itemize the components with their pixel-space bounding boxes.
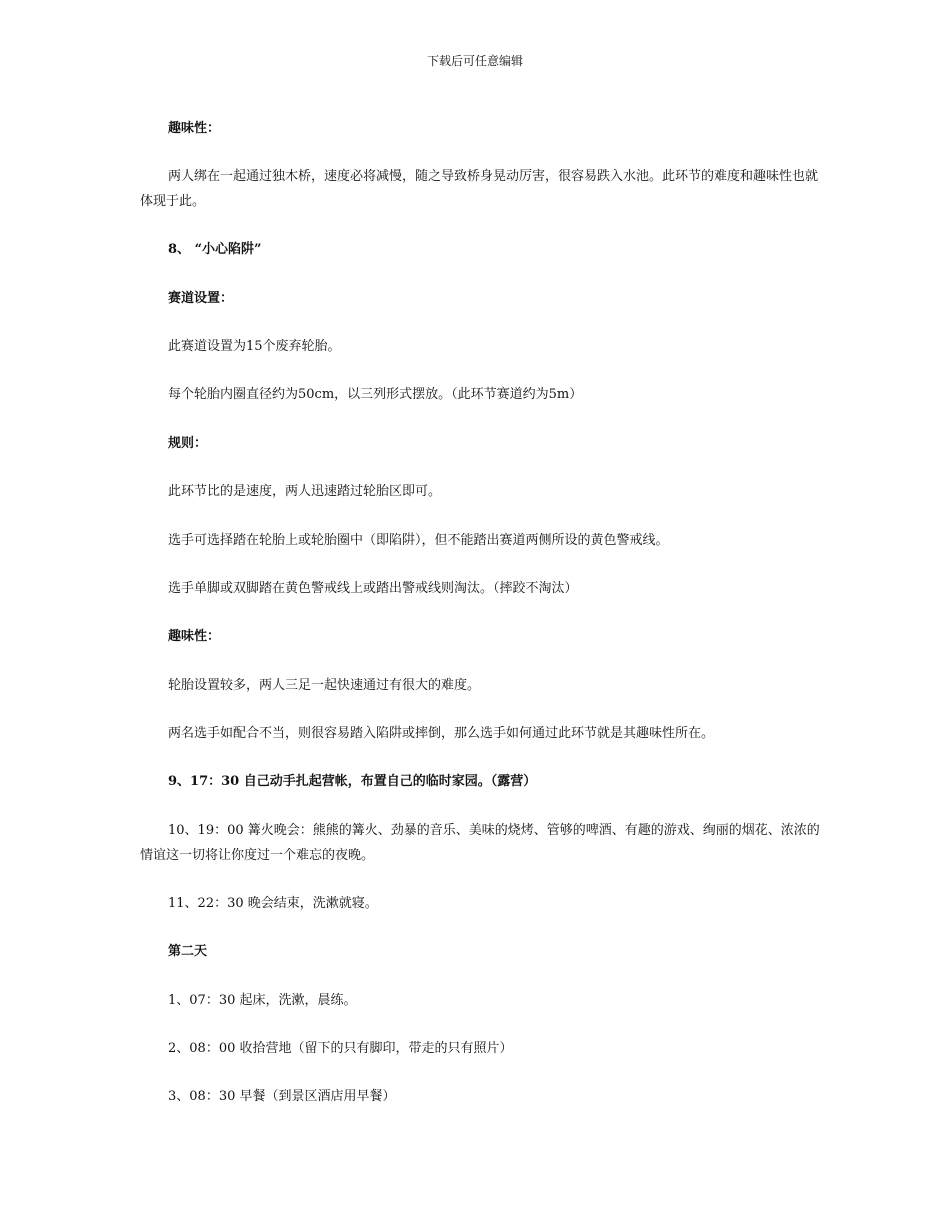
heading-fun-2: 趣味性： — [168, 629, 221, 644]
day2-item-1: 1、07：30 起床，洗漱，晨练。 — [168, 993, 357, 1008]
heading-fun: 趣味性： — [168, 121, 221, 136]
paragraph-rule-elimination: 选手单脚或双脚踏在黄色警戒线上或踏出警戒线则淘汰。（摔跤不淘汰） — [168, 581, 578, 596]
heading-rules: 规则： — [168, 436, 208, 451]
paragraph-fun-cooperation: 两名选手如配合不当，则很容易踏入陷阱或摔倒，那么选手如何通过此环节就是其趣味性所在。 — [168, 726, 715, 741]
paragraph-rule-speed: 此环节比的是速度，两人迅速踏过轮胎区即可。 — [168, 484, 442, 499]
heading-section-8: 8、 “小心陷阱” — [168, 242, 262, 257]
page-header: 下载后可任意编辑 — [426, 54, 523, 68]
paragraph-tire-layout: 每个轮胎内圈直径约为50cm，以三列形式摆放。（此环节赛道约为5m） — [168, 387, 583, 402]
heading-track-setup: 赛道设置： — [168, 291, 234, 306]
heading-day-two: 第二天 — [168, 944, 208, 959]
day2-item-2: 2、08：00 收拾营地（留下的只有脚印，带走的只有照片） — [168, 1041, 513, 1056]
paragraph-fun-difficulty: 轮胎设置较多，两人三足一起快速通过有很大的难度。 — [168, 678, 481, 693]
schedule-item-9: 9、17：30 自己动手扎起营帐，布置自己的临时家园。（露营） — [168, 774, 537, 789]
schedule-item-11: 11、22：30 晚会结束，洗漱就寝。 — [168, 896, 378, 911]
paragraph-rule-trap: 选手可选择踏在轮胎上或轮胎圈中（即陷阱），但不能踏出赛道两侧所设的黄色警戒线。 — [168, 533, 669, 548]
paragraph-track-tires: 此赛道设置为15个废弃轮胎。 — [168, 339, 341, 354]
day2-item-3: 3、08：30 早餐（到景区酒店用早餐） — [168, 1089, 396, 1104]
schedule-item-10: 10、19：00 篝火晚会：熊熊的篝火、劲暴的音乐、美味的烧烤、管够的啤酒、有趣的游戏、绚丽的烟花、浓浓的情谊这一切将让你度过一个难忘的夜晚。 — [140, 823, 820, 863]
paragraph-bridge-fun: 两人绑在一起通过独木桥，速度必将减慢，随之导致桥身晃动厉害，很容易跌入水池。此环节的难度和趣味性也就体现于此。 — [140, 169, 819, 209]
